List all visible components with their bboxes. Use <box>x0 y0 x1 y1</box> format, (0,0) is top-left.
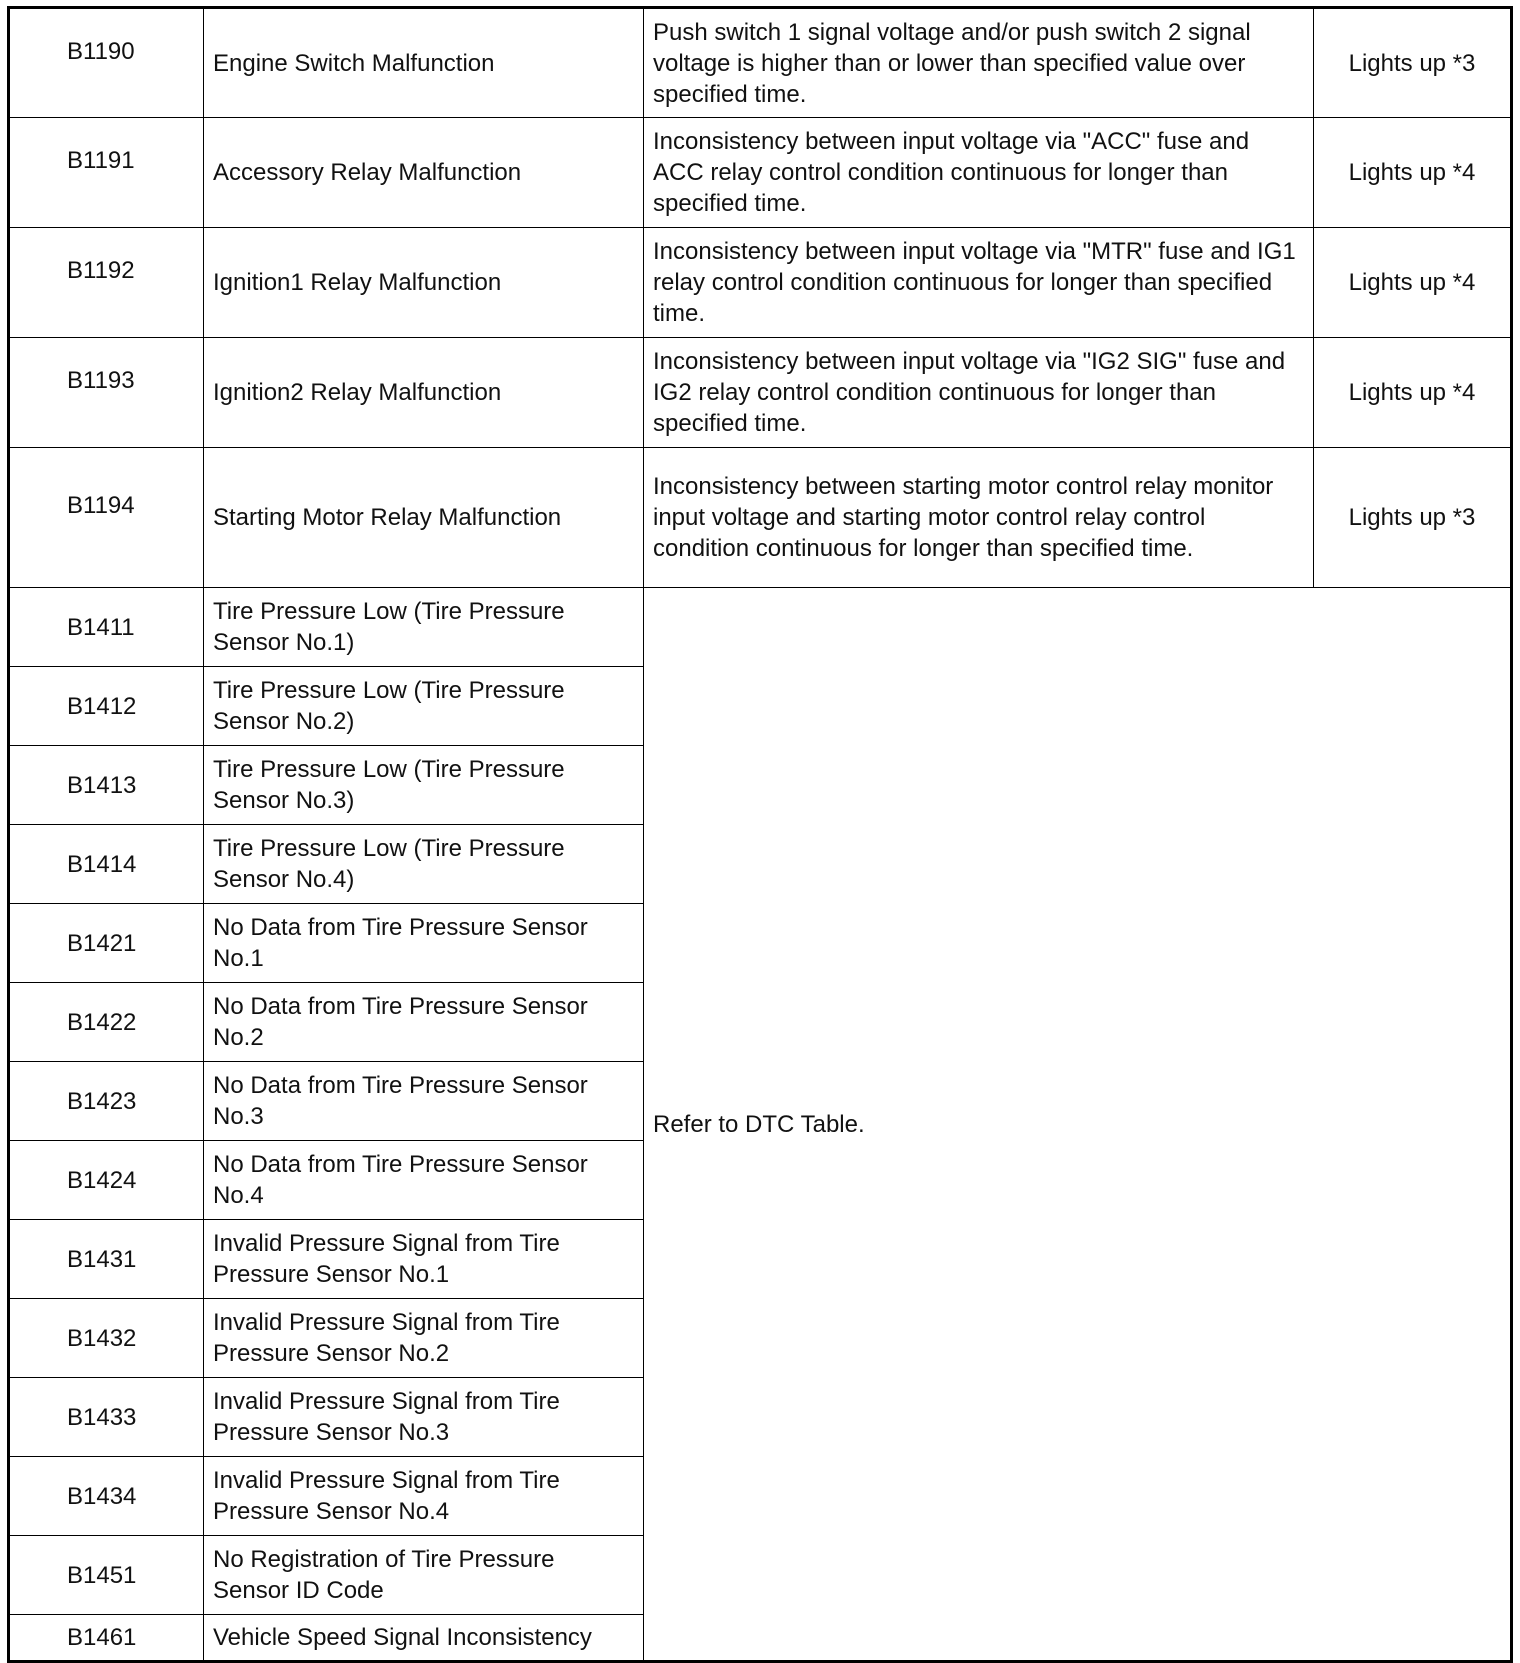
dtc-item: Accessory Relay Malfunction <box>204 118 644 228</box>
dtc-item: Ignition1 Relay Malfunction <box>204 228 644 338</box>
dtc-condition: Inconsistency between input voltage via "ACC" fuse and ACC relay control condition continuous for longer than specified time. <box>644 118 1314 228</box>
dtc-code: B1413 <box>9 746 204 825</box>
dtc-code: B1194 <box>9 448 204 588</box>
dtc-item: Ignition2 Relay Malfunction <box>204 338 644 448</box>
dtc-code: B1193 <box>9 338 204 448</box>
dtc-item: Starting Motor Relay Malfunction <box>204 448 644 588</box>
dtc-table <box>7 6 1513 1663</box>
dtc-item: No Data from Tire Pressure Sensor No.2 <box>204 983 644 1062</box>
dtc-code: B1190 <box>9 8 204 118</box>
table-row <box>9 338 1512 448</box>
warning-indicator: Lights up *4 <box>1314 118 1512 228</box>
dtc-code: B1191 <box>9 118 204 228</box>
warning-indicator: Lights up *4 <box>1314 228 1512 338</box>
table-row <box>9 118 1512 228</box>
dtc-item: No Data from Tire Pressure Sensor No.4 <box>204 1141 644 1220</box>
dtc-condition: Inconsistency between input voltage via "MTR" fuse and IG1 relay control condition continuous for longer than specified time. <box>644 228 1314 338</box>
dtc-code: B1424 <box>9 1141 204 1220</box>
dtc-code: B1433 <box>9 1378 204 1457</box>
dtc-item: No Data from Tire Pressure Sensor No.3 <box>204 1062 644 1141</box>
dtc-item: Invalid Pressure Signal from Tire Pressure Sensor No.3 <box>204 1378 644 1457</box>
table-row <box>9 588 1512 667</box>
dtc-item: Invalid Pressure Signal from Tire Pressure Sensor No.1 <box>204 1220 644 1299</box>
dtc-item: Engine Switch Malfunction <box>204 8 644 118</box>
dtc-code: B1434 <box>9 1457 204 1536</box>
dtc-item: No Data from Tire Pressure Sensor No.1 <box>204 904 644 983</box>
dtc-code: B1421 <box>9 904 204 983</box>
table-row <box>9 448 1512 588</box>
dtc-item: Tire Pressure Low (Tire Pressure Sensor No.1) <box>204 588 644 667</box>
warning-indicator: Lights up *3 <box>1314 448 1512 588</box>
dtc-item: Tire Pressure Low (Tire Pressure Sensor No.2) <box>204 667 644 746</box>
dtc-code: B1412 <box>9 667 204 746</box>
dtc-code: B1192 <box>9 228 204 338</box>
dtc-condition: Inconsistency between starting motor control relay monitor input voltage and starting motor control relay control condition continuous for longer than specified time. <box>644 448 1314 588</box>
dtc-code: B1432 <box>9 1299 204 1378</box>
dtc-item: Tire Pressure Low (Tire Pressure Sensor No.3) <box>204 746 644 825</box>
table-row <box>9 228 1512 338</box>
refer-dtc-table-note: Refer to DTC Table. <box>644 588 1512 1662</box>
dtc-item: No Registration of Tire Pressure Sensor ID Code <box>204 1536 644 1615</box>
warning-indicator: Lights up *4 <box>1314 338 1512 448</box>
warning-indicator: Lights up *3 <box>1314 8 1512 118</box>
dtc-code: B1411 <box>9 588 204 667</box>
dtc-condition: Inconsistency between input voltage via "IG2 SIG" fuse and IG2 relay control condition continuous for longer than specified time. <box>644 338 1314 448</box>
dtc-code: B1431 <box>9 1220 204 1299</box>
dtc-code: B1414 <box>9 825 204 904</box>
dtc-item: Vehicle Speed Signal Inconsistency <box>204 1615 644 1662</box>
dtc-condition: Push switch 1 signal voltage and/or push switch 2 signal voltage is higher than or lower than specified value over specified time. <box>644 8 1314 118</box>
table-row <box>9 8 1512 118</box>
dtc-item: Tire Pressure Low (Tire Pressure Sensor No.4) <box>204 825 644 904</box>
dtc-code: B1451 <box>9 1536 204 1615</box>
dtc-code: B1423 <box>9 1062 204 1141</box>
dtc-item: Invalid Pressure Signal from Tire Pressure Sensor No.4 <box>204 1457 644 1536</box>
dtc-item: Invalid Pressure Signal from Tire Pressure Sensor No.2 <box>204 1299 644 1378</box>
dtc-code: B1461 <box>9 1615 204 1662</box>
dtc-code: B1422 <box>9 983 204 1062</box>
